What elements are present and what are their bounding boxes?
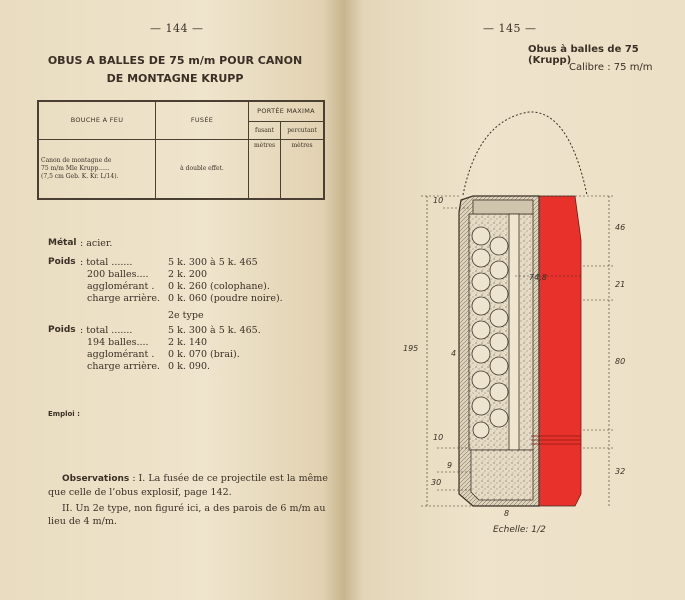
head-thread: [473, 200, 533, 214]
poids1-name-2: agglomérant .: [87, 281, 155, 292]
poids-label-1: Poids: [48, 257, 76, 267]
metal-value: : acier.: [80, 238, 113, 249]
poids2-value-3: 0 k. 090.: [168, 361, 211, 372]
poids2-value-0: 5 k. 300 à 5 k. 465.: [168, 325, 261, 336]
poids2-name-0: : total .......: [80, 325, 133, 336]
page-number-145: — 145 —: [483, 22, 537, 35]
poids2-value-1: 2 k. 140: [168, 337, 207, 348]
fuse-outline: [463, 112, 587, 195]
dim-74-8: 74,8: [529, 273, 547, 282]
dim-10-low: 10: [433, 433, 444, 442]
dim-32: 32: [615, 467, 626, 476]
dim-80: 80: [615, 357, 626, 366]
title-line-2: DE MONTAGNE KRUPP: [106, 72, 244, 85]
dim-4: 4: [451, 349, 457, 358]
poids1-name-3: charge arrière.: [87, 293, 160, 304]
poids2-value-2: 0 k. 070 (brai).: [168, 349, 240, 360]
unit-percutant: mètres: [281, 139, 324, 199]
poids1-value-0: 5 k. 300 à 5 k. 465: [168, 257, 258, 268]
poids2-name-2: agglomérant .: [87, 349, 155, 360]
observations-2: II. Un 2e type, non figuré ici, a des parois de 6 m/m au lieu de 4 m/m.: [48, 503, 326, 527]
red-section: [539, 196, 581, 506]
poids1-value-1: 2 k. 200: [168, 269, 207, 280]
calibre-label: Calibre : 75 m/m: [569, 62, 653, 73]
sub-fusant: fusant: [249, 121, 281, 139]
col-bouche-header: BOUCHE A FEU: [38, 101, 156, 139]
dim-30: 30: [431, 478, 442, 487]
title-line-1: OBUS A BALLES DE 75 m/m POUR CANON: [47, 54, 303, 67]
poids2-name-1: 194 balles....: [87, 337, 149, 348]
emploi-label: Emploi :: [48, 410, 80, 418]
metal-label: Métal: [48, 238, 77, 248]
specs-table: [37, 100, 325, 200]
sub-percutant: percutant: [281, 121, 324, 139]
central-tube: [509, 214, 519, 450]
dim-21: 21: [615, 280, 626, 289]
poids2-name-3: charge arrière.: [87, 361, 160, 372]
dim-10-top: 10: [433, 196, 444, 205]
scale-label: Echelle: 1/2: [493, 525, 546, 535]
type-2-label: 2e type: [168, 310, 204, 321]
poids1-name-1: 200 balles....: [87, 269, 149, 280]
dim-195: 195: [403, 344, 419, 353]
col-fusee-header: FUSÉE: [156, 101, 249, 139]
right-page: [343, 0, 685, 600]
row-fusee-cell: à double effet.: [156, 139, 249, 199]
dim-9: 9: [447, 461, 453, 470]
rear-charge: [471, 450, 533, 500]
shell-drawing: [343, 0, 685, 600]
unit-fusant: mètres: [249, 139, 281, 199]
observations-1: Observations : I. La fusée de ce projectile est la même que celle de l’obus explosif, page 142.: [48, 473, 328, 498]
row-bouche-cell: Canon de montagne de 75 m/m Mle Krupp...... (7,5 cm Geb. K. Kr. L/14).: [38, 139, 156, 199]
dim-46: 46: [615, 223, 626, 232]
shell-header: Obus à balles de 75 (Krupp): [528, 44, 639, 66]
dim-8: 8: [504, 509, 510, 518]
poids1-value-3: 0 k. 060 (poudre noire).: [168, 293, 283, 304]
poids1-value-2: 0 k. 260 (colophane).: [168, 281, 270, 292]
poids-label-2: Poids: [48, 325, 76, 335]
page-number-144: — 144 —: [150, 22, 204, 35]
col-portee-header: PORTÉE MAXIMA: [249, 101, 325, 121]
poids1-name-0: : total .......: [80, 257, 133, 268]
